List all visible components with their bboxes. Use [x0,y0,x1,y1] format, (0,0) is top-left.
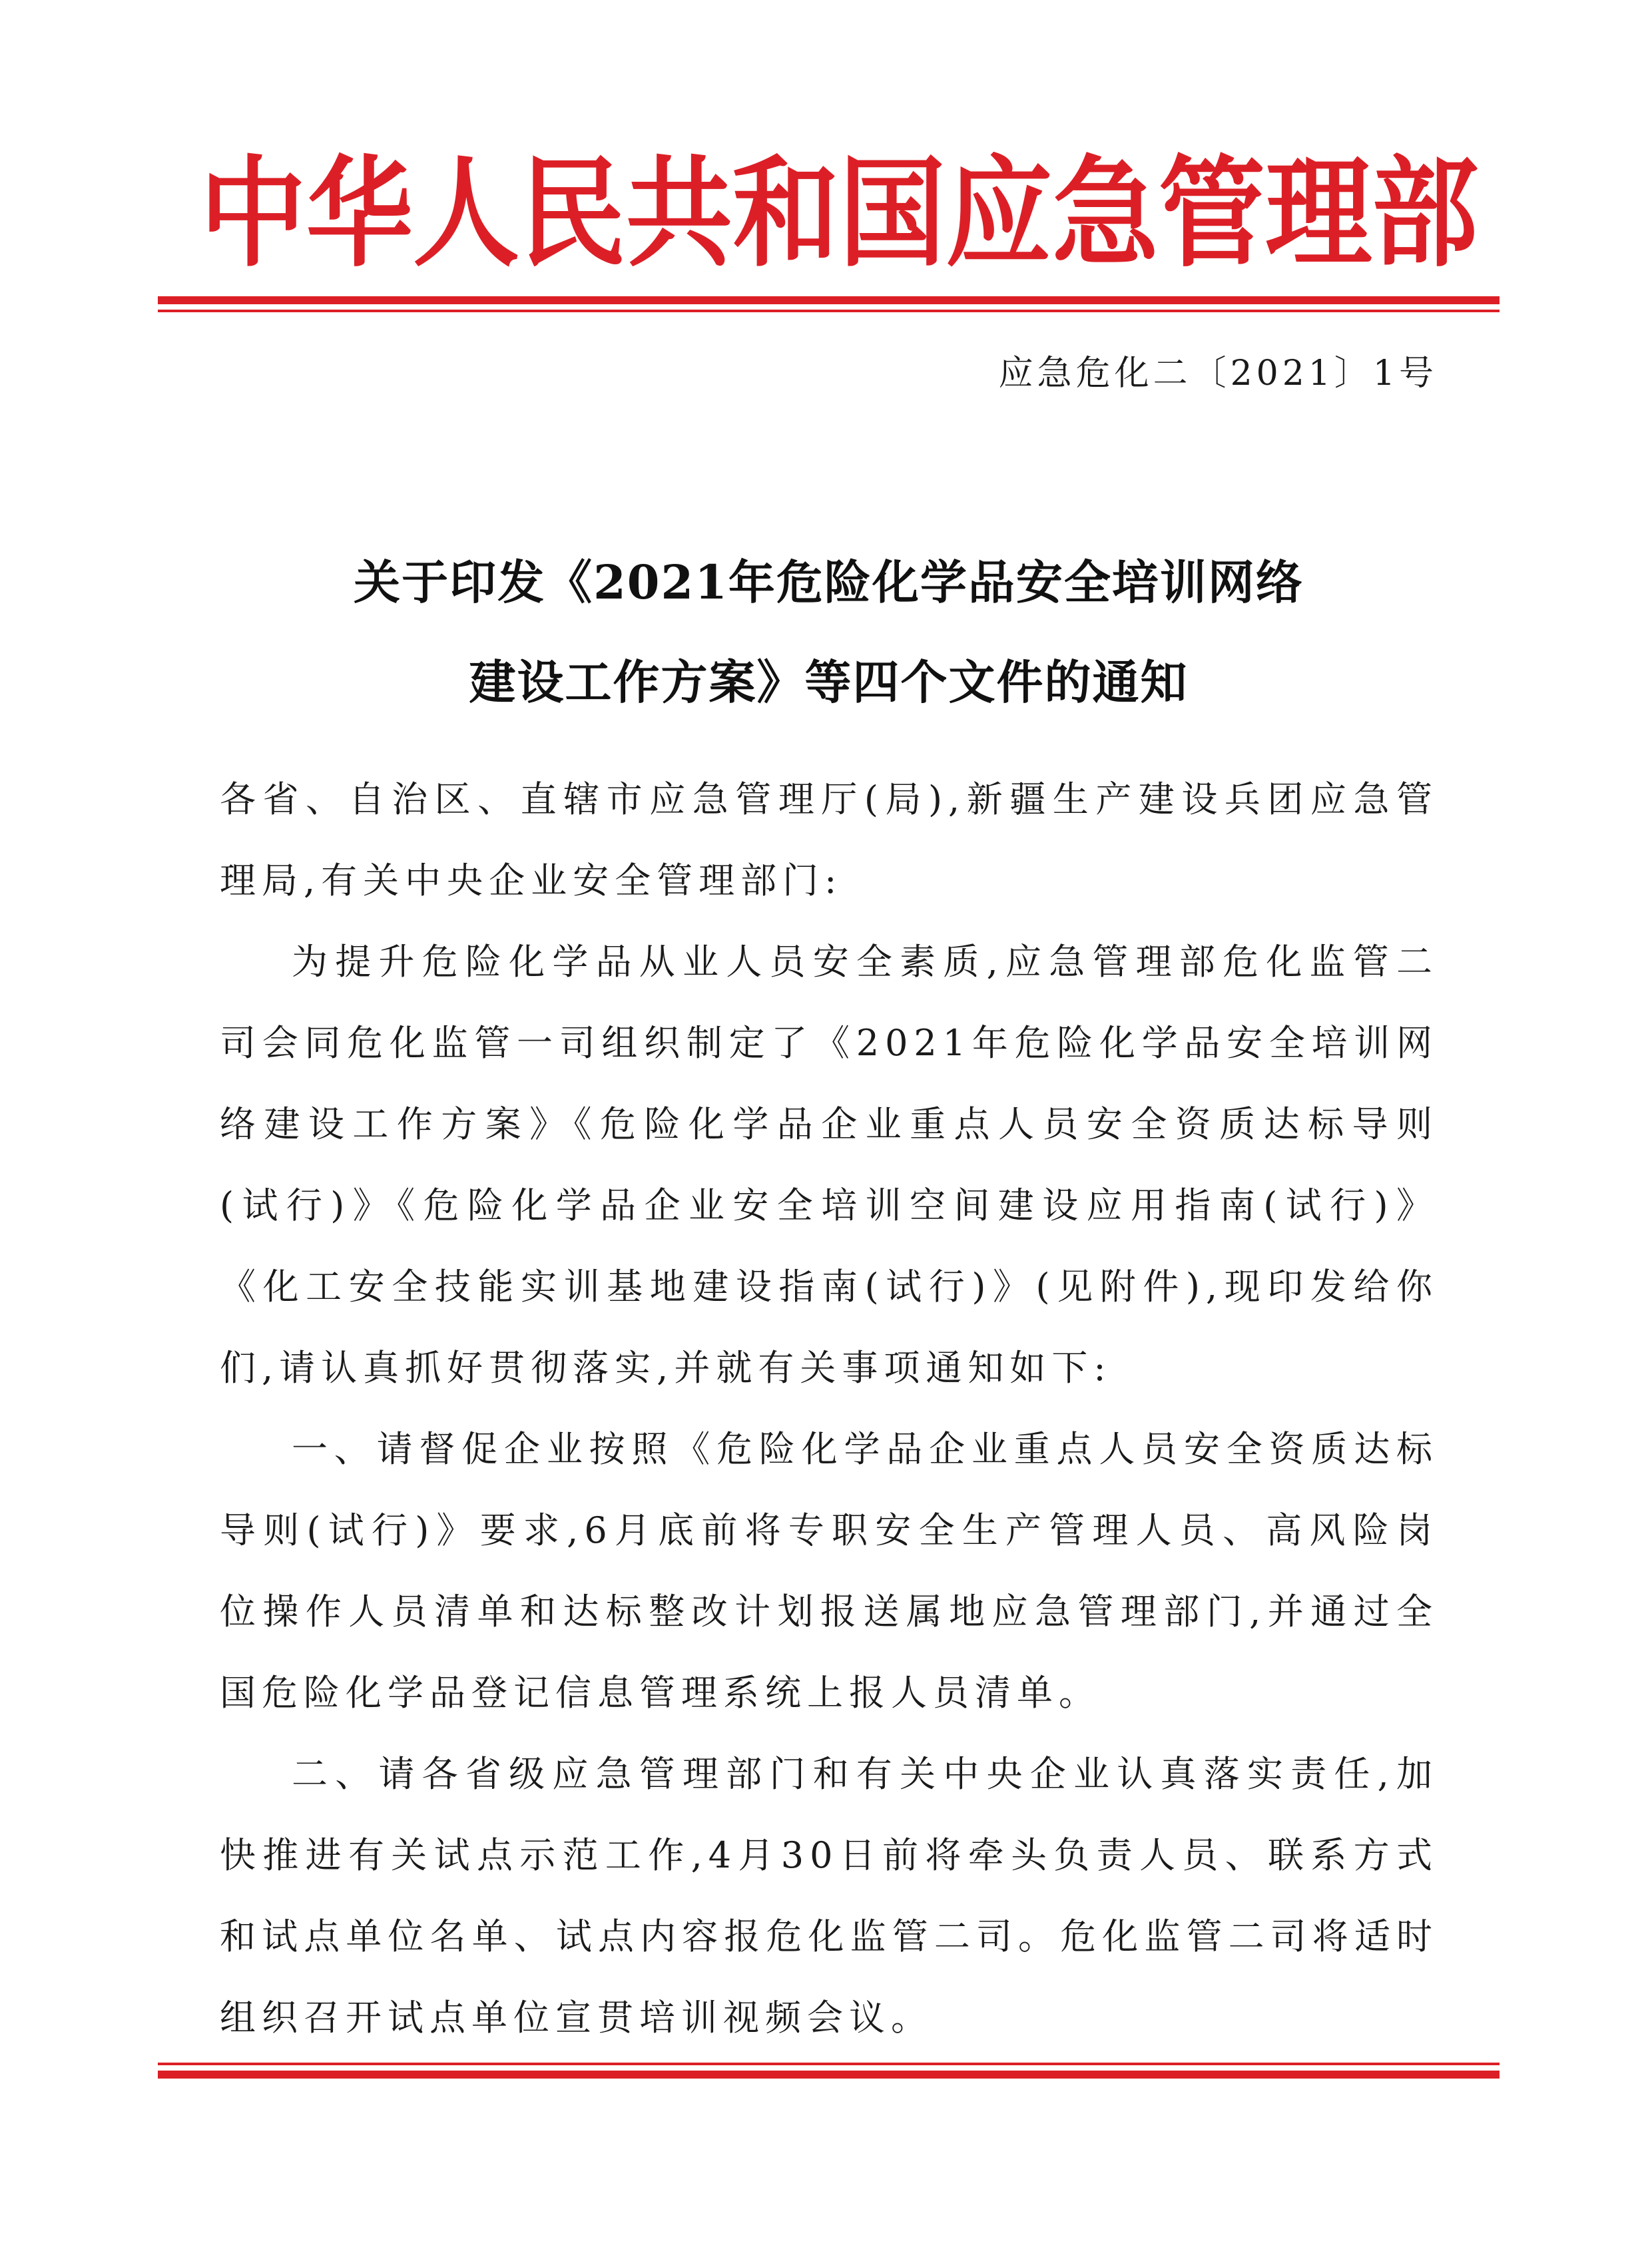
masthead-char: 国 [839,142,946,284]
masthead-title [200,133,1479,293]
red-rule-thick [158,296,1500,304]
footer-red-rule [158,2063,1500,2079]
masthead-char: 部 [1372,142,1479,284]
body-paragraph-1: 为提升危险化学品从业人员安全素质,应急管理部危化监管二司会同危化监管一司组织制定了《2021年危险化学品安全培训网络建设工作方案》《危险化学品企业重点人员安全资质达标导则(试行)》《危险化学品企业安全培训空间建设应用指南(试行)》《化工安全技能实训基地建设指南(试行)》(见附件),现印发给你们,请认真抓好贯彻落实,并就有关事项通知如下: [220,941,1438,1389]
masthead-char: 理 [1265,142,1372,284]
masthead-char: 管 [1159,142,1266,284]
masthead-char: 共 [626,142,733,284]
red-rule-thin [158,310,1500,312]
red-rule-thick [158,2071,1500,2079]
masthead-char: 急 [1052,142,1159,284]
red-rule-thin [158,2063,1500,2065]
masthead-char: 华 [306,142,413,284]
body-paragraph-2: 一、请督促企业按照《危险化学品企业重点人员安全资质达标导则(试行)》要求,6月底前将专职安全生产管理人员、高风险岗位操作人员清单和达标整改计划报送属地应急管理部门,并通过全国危险化学品登记信息管理系统上报人员清单。 [220,1428,1438,1714]
masthead-char: 中 [200,142,307,284]
masthead-char: 民 [519,142,627,284]
masthead-char: 人 [413,142,520,284]
salutation: 各省、自治区、直辖市应急管理厅(局),新疆生产建设兵团应急管理局,有关中央企业安全管理部门: [220,778,1438,901]
document-body [220,759,1438,2059]
title-line-2: 建设工作方案》等四个文件的通知 [469,654,1189,710]
masthead-char: 和 [732,142,840,284]
document-title [158,533,1500,732]
body-paragraph-3: 二、请各省级应急管理部门和有关中央企业认真落实责任,加快推进有关试点示范工作,4月30日前将牵头负责人员、联系方式和试点单位名单、试点内容报危化监管二司。危化监管二司将适时组织召开试点单位宣贯培训视频会议。 [220,1753,1438,2039]
masthead-char: 应 [946,142,1053,284]
title-line-1: 关于印发《2021年危险化学品安全培训网络 [354,555,1304,610]
document-number: 应急危化二〔2021〕1号 [998,354,1438,393]
masthead-red-rule [158,296,1500,312]
